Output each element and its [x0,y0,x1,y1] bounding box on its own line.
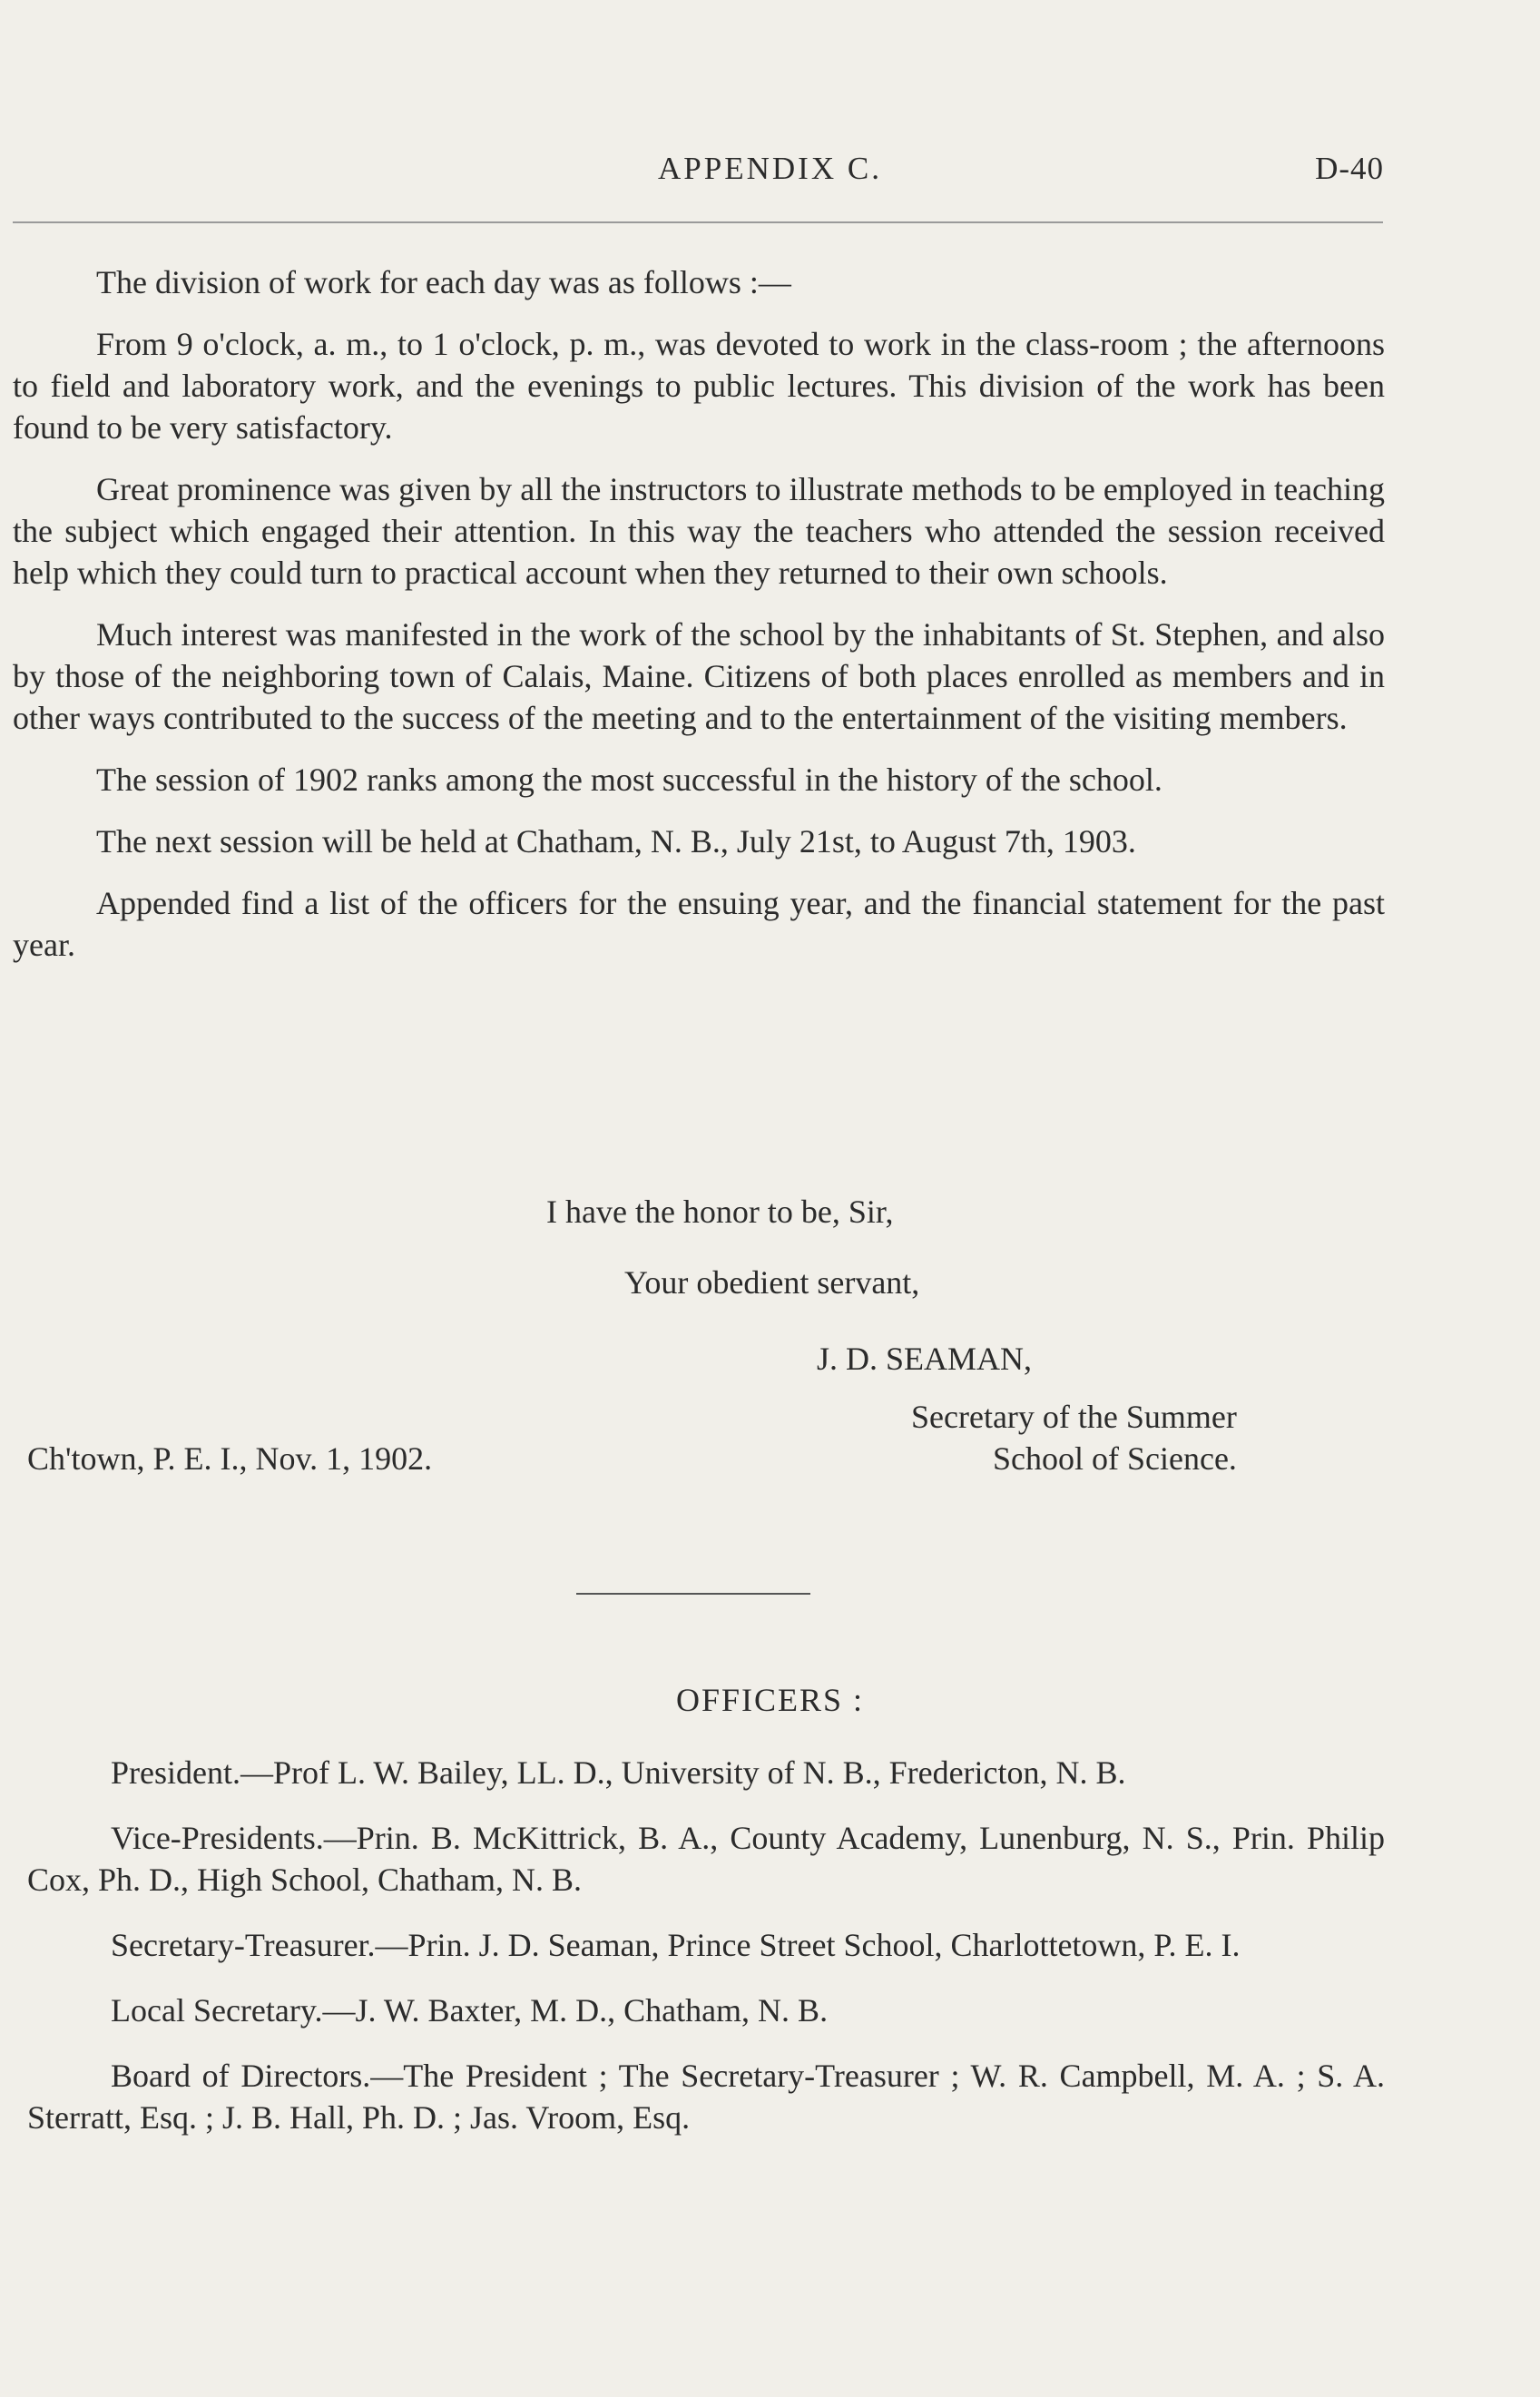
paragraph: The next session will be held at Chatham, N. B., July 21st, to August 7th, 1903. [96,823,1136,860]
paragraph: Great prominence was given by all the instructors to illustrate methods to be employed in teaching the subject which engaged their attention. In this way the teachers who attended the session received help which they could turn to practical account when they returned to their own schools. [13,471,1385,591]
place-and-date: Ch'town, P. E. I., Nov. 1, 1902. [27,1440,433,1477]
header-rule [13,221,1383,223]
officers-heading: OFFICERS : [675,1682,865,1718]
officer-entry: Board of Directors.—The President ; The Secretary-Treasurer ; W. R. Campbell, M. A. ; S. A. Sterratt, Esq. ; J. B. Hall, Ph. D. ; Jas. Vroom, Esq. [27,2058,1385,2136]
signatory: J. D. SEAMAN, [817,1341,1033,1377]
officer-entry: President.—Prof L. W. Bailey, LL. D., University of N. B., Fredericton, N. B. [111,1754,1126,1791]
page-header [0,143,1540,198]
paragraph: The session of 1902 ranks among the most successful in the history of the school. [96,761,1162,798]
officers-list [27,1752,1385,2162]
signatory-title-line-1: Secretary of the Summer [911,1399,1237,1435]
paragraph: The division of work for each day was as follows :— [96,264,791,300]
page-number: D-40 [1315,151,1384,186]
signatory-title-line-2: School of Science. [993,1440,1237,1477]
section-divider [576,1593,810,1595]
officer-entry: Local Secretary.—J. W. Baxter, M. D., Chatham, N. B. [111,1992,829,2029]
officer-entry: Secretary-Treasurer.—Prin. J. D. Seaman, Prince Street School, Charlottetown, P. E. I. [111,1927,1241,1963]
paragraph: Much interest was manifested in the work of the school by the inhabitants of St. Stephen, and also by those of the neighboring town of Calais, Maine. Citizens of both places enrolled as members and in other ways contributed to the success of the meeting and to the entertainment of the visiting members. [13,616,1385,736]
letter-body [13,261,1385,986]
paragraph: Appended find a list of the officers for the ensuing year, and the financial statement for the past year. [13,885,1385,963]
page-title: APPENDIX C. [658,151,882,186]
salutation: I have the honor to be, Sir, [546,1194,894,1230]
paragraph: From 9 o'clock, a. m., to 1 o'clock, p. m., was devoted to work in the class-room ; the afternoons to field and laboratory work, and the evenings to public lectures. This division of the work has been found to be very satisfactory. [13,326,1385,446]
valediction: Your obedient servant, [624,1264,920,1301]
officer-entry: Vice-Presidents.—Prin. B. McKittrick, B. A., County Academy, Lunenburg, N. S., Prin. Philip Cox, Ph. D., High School, Chatham, N. B. [27,1820,1385,1898]
